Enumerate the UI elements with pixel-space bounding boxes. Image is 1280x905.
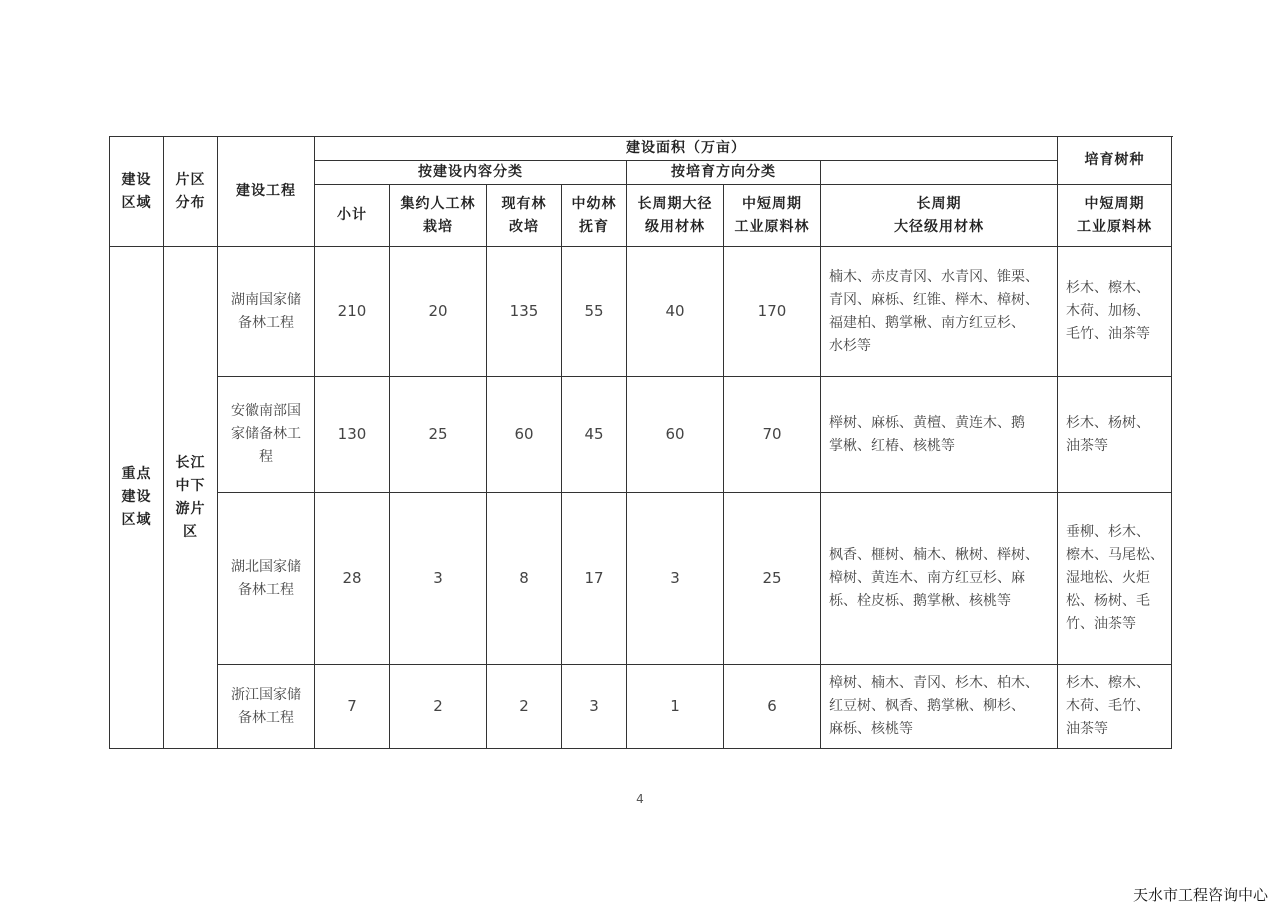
intensive-cell: 2: [390, 665, 487, 749]
short-direction-cell: 170: [724, 247, 821, 377]
long-species-cell: 榉树、麻栎、黄檀、黄连木、鹅 掌楸、红椿、核桃等: [821, 377, 1058, 493]
header-zone: 片区 分布: [164, 137, 218, 247]
header-intensive: 集约人工林 栽培: [390, 185, 487, 247]
header-long-species: 长周期 大径级用材林: [821, 185, 1058, 247]
header-young: 中幼林 抚育: [562, 185, 627, 247]
header-by-content: 按建设内容分类: [315, 161, 627, 185]
project-cell: 湖北国家储 备林工程: [218, 493, 315, 665]
header-project: 建设工程: [218, 137, 315, 247]
subtotal-cell: 130: [315, 377, 390, 493]
subtotal-cell: 28: [315, 493, 390, 665]
long-direction-cell: 3: [627, 493, 724, 665]
long-direction-cell: 1: [627, 665, 724, 749]
short-species-cell: 杉木、檫木、 木荷、毛竹、 油茶等: [1058, 665, 1172, 749]
project-cell: 安徽南部国 家储备林工 程: [218, 377, 315, 493]
long-species-cell: 樟树、楠木、青冈、杉木、柏木、 红豆树、枫香、鹅掌楸、柳杉、 麻栎、核桃等: [821, 665, 1058, 749]
table-row: [110, 377, 1172, 493]
short-species-cell: 垂柳、杉木、 檫木、马尾松、 湿地松、火炬 松、杨树、毛 竹、油茶等: [1058, 493, 1172, 665]
table-row: [110, 493, 1172, 665]
intensive-cell: 3: [390, 493, 487, 665]
existing-cell: 8: [487, 493, 562, 665]
existing-cell: 135: [487, 247, 562, 377]
project-cell: 湖南国家储 备林工程: [218, 247, 315, 377]
project-cell: 浙江国家储 备林工程: [218, 665, 315, 749]
short-direction-cell: 70: [724, 377, 821, 493]
header-existing: 现有林 改培: [487, 185, 562, 247]
long-direction-cell: 40: [627, 247, 724, 377]
long-species-cell: 枫香、榧树、楠木、楸树、榉树、 樟树、黄连木、南方红豆杉、麻 栎、栓皮栎、鹅掌楸、核桃等: [821, 493, 1058, 665]
header-subtotal: 小计: [315, 185, 390, 247]
page-number: 4: [636, 792, 644, 806]
subtotal-cell: 7: [315, 665, 390, 749]
forest-reserve-table: [109, 136, 1172, 749]
header-short-species: 中短周期 工业原料林: [1058, 185, 1172, 247]
long-species-cell: 楠木、赤皮青冈、水青冈、锥栗、 青冈、麻栎、红锥、榉木、樟树、 福建柏、鹅掌楸、南方红豆杉、 水杉等: [821, 247, 1058, 377]
short-direction-cell: 6: [724, 665, 821, 749]
header-long-direction: 长周期大径 级用材林: [627, 185, 724, 247]
table-row: [110, 247, 1172, 377]
header-short-direction: 中短周期 工业原料林: [724, 185, 821, 247]
table-row: [110, 665, 1172, 749]
short-direction-cell: 25: [724, 493, 821, 665]
header-by-direction: 按培育方向分类: [627, 161, 821, 185]
zone-cell: 长江 中下 游片 区: [164, 247, 218, 749]
young-cell: 3: [562, 665, 627, 749]
header-area-group: 建设面积（万亩）: [315, 137, 1058, 161]
existing-cell: 2: [487, 665, 562, 749]
young-cell: 45: [562, 377, 627, 493]
watermark-text: 天水市工程咨询中心: [1132, 886, 1268, 904]
short-species-cell: 杉木、杨树、 油茶等: [1058, 377, 1172, 493]
long-direction-cell: 60: [627, 377, 724, 493]
subtotal-cell: 210: [315, 247, 390, 377]
young-cell: 17: [562, 493, 627, 665]
short-species-cell: 杉木、檫木、 木荷、加杨、 毛竹、油茶等: [1058, 247, 1172, 377]
header-species-group: 培育树种: [1058, 137, 1172, 185]
region-cell: 重点 建设 区域: [110, 247, 164, 749]
header-region: 建设 区域: [110, 137, 164, 247]
intensive-cell: 20: [390, 247, 487, 377]
young-cell: 55: [562, 247, 627, 377]
existing-cell: 60: [487, 377, 562, 493]
intensive-cell: 25: [390, 377, 487, 493]
